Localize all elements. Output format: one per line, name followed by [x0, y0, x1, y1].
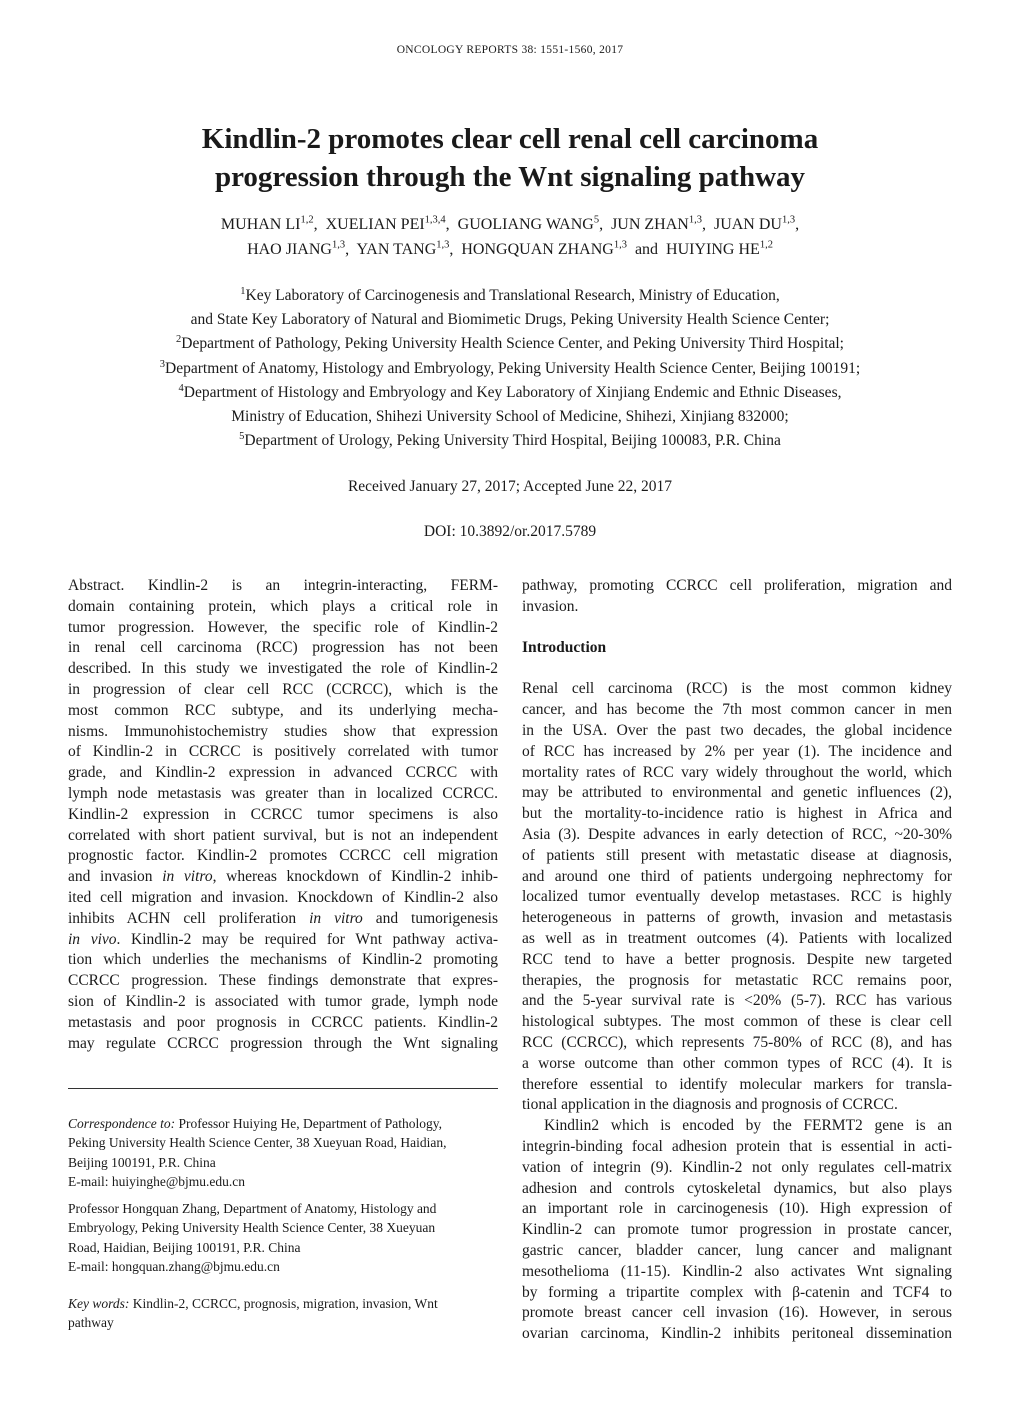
text-line: [522, 1303, 952, 1324]
text-run: correlated with short patient survival, but is not an independent: [68, 826, 498, 844]
author-affil-ref: 1,3: [781, 214, 796, 226]
text-run: a worse outcome than other common types of RCC (4). It is: [522, 1054, 952, 1072]
text-line: [522, 846, 952, 867]
author: [714, 216, 799, 233]
author-line: [60, 237, 960, 262]
text-run: vation of integrin (9). Kindlin-2 not only regulates cell-matrix: [522, 1158, 952, 1176]
author-separator: ,: [599, 216, 612, 233]
text-line: [68, 930, 498, 951]
affiliation-number: 1: [240, 285, 246, 297]
text-run: mortality rates of RCC vary widely throughout the world, which: [522, 763, 952, 781]
text-line: [68, 742, 498, 763]
text-run: in the USA. Over the past two decades, the global incidence: [522, 721, 952, 739]
affiliation-line: [60, 405, 960, 429]
text-run: and tumorigenesis: [362, 909, 499, 927]
text-line: [68, 763, 498, 784]
text-run: nisms. Immunohistochemistry studies show that expression: [68, 722, 498, 740]
affiliation-number: 2: [176, 334, 182, 346]
author-affil-ref: 1,3,4: [424, 214, 446, 226]
author: [611, 216, 714, 233]
author-line: [60, 212, 960, 237]
text-run: in progression of clear cell RCC (CCRCC), which is the: [68, 680, 498, 698]
text-line: [522, 908, 952, 929]
received-dates: Received January 27, 2017; Accepted June 22, 2017: [347, 478, 673, 495]
text-run: and the 5-year survival rate is <20% (5-7). RCC has various: [522, 992, 952, 1010]
text-line: [522, 825, 952, 846]
correspondence-label: Correspondence to:: [68, 1116, 176, 1131]
text-line: [522, 783, 952, 804]
text-line: [68, 638, 498, 659]
text-line: [68, 618, 498, 639]
introduction-paragraph: [522, 1116, 952, 1345]
italic-term: in vitro: [309, 909, 363, 927]
keywords-label: Key words:: [68, 1296, 130, 1311]
author-name: JUN ZHAN: [611, 216, 689, 233]
text-line: [68, 680, 498, 701]
text-run: tumor progression. However, the specific role of Kindlin-2: [68, 618, 498, 636]
keywords: [68, 1294, 498, 1333]
text-line: [68, 826, 498, 847]
correspondence-block-1: [68, 1114, 498, 1191]
text-run: most common RCC subtype, and its underlying mecha-: [68, 701, 498, 719]
text-line: [68, 701, 498, 722]
text-run: metastasis and poor prognosis in CCRCC patients. Kindlin-2: [68, 1013, 498, 1031]
text-line: [522, 887, 952, 908]
author-affil-ref: 1,3: [436, 239, 450, 251]
affiliations: [60, 284, 960, 453]
affiliation-line: [60, 429, 960, 453]
text-line: [68, 1013, 498, 1034]
author-affil-ref: 5: [593, 214, 600, 226]
text-line: [522, 971, 952, 992]
text-line: [522, 1012, 952, 1033]
text-run: inhibits ACHN cell proliferation: [68, 909, 310, 927]
text-run: , whereas knockdown of Kindlin-2 inhib-: [212, 868, 499, 886]
text-line: [68, 659, 498, 680]
text-run: ovarian carcinoma, Kindlin-2 inhibits peritoneal dissemination: [522, 1325, 952, 1343]
text-line: [522, 991, 952, 1012]
text-line: [68, 597, 498, 618]
text-line: [522, 804, 952, 825]
text-line: [68, 805, 498, 826]
keywords-first-line: [68, 1294, 498, 1313]
text-line: [522, 576, 952, 597]
text-run: and invasion: [68, 868, 163, 886]
text-line: [68, 909, 498, 930]
title-line: Kindlin-2 promotes clear cell renal cell carcinoma: [201, 123, 819, 155]
author-name: HUIYING HE: [666, 241, 760, 258]
text-line: [522, 1137, 952, 1158]
abstract-body: [68, 576, 498, 1054]
article-title: [60, 120, 960, 196]
text-run: Kindlin-2 can promote tumor progression in prostate cancer,: [522, 1221, 952, 1239]
introduction-paragraph: [522, 679, 952, 1116]
text-run: gastric cancer, bladder cancer, lung cancer and malignant: [522, 1241, 952, 1259]
abstract-continuation: [522, 576, 952, 618]
author: [247, 241, 356, 258]
text-line: [522, 1283, 952, 1304]
text-line: [68, 950, 498, 971]
text-line: [522, 1054, 952, 1075]
text-line: Abstract. Kindlin-2 is an integrin-interacting, FERM-: [68, 577, 498, 594]
author-name: GUOLIANG WANG: [457, 216, 594, 233]
text-line: [522, 1199, 952, 1220]
text-run: but the mortality-to-incidence ratio is highest in Africa and: [522, 805, 952, 823]
text-line: [68, 992, 498, 1013]
affiliation-text: Key Laboratory of Carcinogenesis and Translational Research, Ministry of Education,: [245, 287, 780, 304]
correspondence-email: E-mail: huiyinghe@bjmu.edu.cn: [68, 1173, 246, 1189]
author-name: JUAN DU: [713, 216, 782, 233]
correspondence-line: Embryology, Peking University Health Science Center, 38 Xueyuan: [68, 1220, 436, 1236]
text-line: [68, 867, 498, 888]
affiliation-text: Ministry of Education, Shihezi University School of Medicine, Shihezi, Xinjiang 832000;: [231, 408, 789, 426]
text-line: [522, 597, 952, 618]
italic-term: in vitro: [162, 868, 213, 886]
author-affil-ref: 1,3: [688, 214, 702, 226]
correspondence-first-line: [68, 1114, 498, 1133]
text-line: [522, 1116, 952, 1137]
text-run: therefore essential to identify molecular markers for transla-: [522, 1075, 952, 1093]
affiliation-number: 4: [178, 382, 184, 394]
affiliation-line: [60, 284, 960, 308]
correspondence-line: Peking University Health Science Center, 38 Xueyuan Road, Haidian,: [68, 1135, 447, 1151]
correspondence-line: Road, Haidian, Beijing 100191, P.R. China: [68, 1239, 301, 1255]
text-run: ited cell migration and invasion. Knockdown of Kindlin-2 also: [68, 888, 498, 906]
text-line: [522, 1179, 952, 1200]
text-line: [68, 784, 498, 805]
text-run: lymph node metastasis was greater than in localized CCRCC.: [68, 784, 498, 802]
text-run: heterogeneous in patterns of growth, invasion and metastasis: [522, 909, 952, 927]
text-run: of RCC has increased by 2% per year (1). The incidence and: [522, 742, 952, 760]
text-run: Kindlin-2 is an integrin-interacting, FERM-: [124, 577, 498, 594]
running-head: ONCOLOGY REPORTS 38: 1551-1560, 2017: [396, 44, 624, 56]
author-separator: ,: [345, 241, 357, 258]
text-run: pathway, promoting CCRCC cell proliferation, migration and: [522, 577, 952, 594]
text-run: by forming a tripartite complex with β-catenin and TCF4 to: [522, 1283, 952, 1301]
right-column: [522, 576, 952, 1345]
italic-term: in vivo: [68, 930, 117, 948]
introduction-heading: Introduction: [522, 639, 607, 657]
affiliation-line: [60, 381, 960, 405]
text-run: domain containing protein, which plays a critical role in: [68, 597, 498, 615]
text-run: Kindlin2 which is encoded by the FERMT2 gene is an: [544, 1117, 952, 1135]
title-line: progression through the Wnt signaling pathway: [214, 161, 806, 193]
footnote-divider: [68, 1088, 498, 1089]
text-run: Asia (3). Despite advances in early detection of RCC, ~20-30%: [522, 825, 952, 843]
author-affil-ref: 1,2: [759, 239, 773, 251]
author: [356, 241, 461, 258]
text-run: adhesion and controls cytoskeletal dynamics, but also plays: [522, 1179, 952, 1197]
text-line: [522, 867, 952, 888]
text-run: grade, and Kindlin-2 expression in advanced CCRCC with: [68, 764, 498, 782]
affiliation-line: [60, 357, 960, 381]
text-line: [522, 1095, 952, 1116]
author-affil-ref: 1,2: [300, 214, 314, 226]
text-run: sion of Kindlin-2 is associated with tumor grade, lymph node: [68, 992, 498, 1010]
text-run: tional application in the diagnosis and prognosis of CCRCC.: [522, 1096, 898, 1114]
author-name: XUELIAN PEI: [325, 216, 425, 233]
affiliation-text: Department of Urology, Peking University Third Hospital, Beijing 100083, P.R. China: [244, 432, 781, 450]
text-line: [522, 763, 952, 784]
text-line: [522, 721, 952, 742]
text-run: RCC tend to have a better prognosis. Despite new targeted: [522, 950, 952, 968]
text-line: [522, 1158, 952, 1179]
text-line: [522, 742, 952, 763]
text-line: [522, 950, 952, 971]
author-affil-ref: 1,3: [331, 239, 346, 251]
text-run: CCRCC progression. These findings demonstrate that expres-: [68, 972, 498, 990]
text-run: and around one third of patients undergoing nephrectomy for: [522, 867, 952, 885]
affiliation-text: Department of Histology and Embryology and Key Laboratory of Xinjiang Endemic and Ethnic Diseases,: [183, 383, 842, 401]
text-line: [522, 1262, 952, 1283]
affiliation-line: [60, 308, 960, 332]
author: [221, 216, 326, 233]
text-run: invasion.: [522, 597, 579, 615]
affiliation-number: 3: [159, 358, 166, 370]
text-run: may regulate CCRCC progression through the Wnt signaling: [68, 1034, 498, 1052]
text-line: [68, 1034, 498, 1055]
affiliation-text: and State Key Laboratory of Natural and Biomimetic Drugs, Peking University Health Science Center;: [190, 311, 830, 329]
affiliation-text: Department of Pathology, Peking University Health Science Center, and Peking University Third Hospital;: [181, 335, 844, 353]
correspondence-line: Professor Hongquan Zhang, Department of Anatomy, Histology and: [68, 1201, 437, 1216]
keywords-line: pathway: [68, 1315, 114, 1331]
text-line: [68, 722, 498, 743]
text-line: [68, 888, 498, 909]
doi: DOI: 10.3892/or.2017.5789: [423, 523, 597, 540]
text-line: [522, 1075, 952, 1096]
text-line: [522, 1241, 952, 1262]
text-run: RCC (CCRCC), which represents 75-80% of RCC (8), and has: [522, 1033, 952, 1051]
text-run: histological subtypes. The most common of these is clear cell: [522, 1013, 952, 1031]
text-run: prognostic factor. Kindlin-2 promotes CCRCC cell migration: [68, 847, 498, 865]
text-run: an important role in carcinogenesis (10). High expression of: [522, 1200, 952, 1218]
correspondence-block-2: [68, 1199, 498, 1276]
author-name: MUHAN LI: [220, 216, 301, 233]
text-line: [522, 929, 952, 950]
text-line: [68, 846, 498, 867]
text-line: [522, 1033, 952, 1054]
author-affil-ref: 1,3: [613, 239, 627, 251]
affiliation-line: [60, 332, 960, 356]
text-line: [522, 700, 952, 721]
author-separator: ,: [795, 216, 800, 233]
text-line: [522, 1220, 952, 1241]
author: [666, 241, 773, 258]
author-separator: ,: [445, 216, 458, 233]
text-run: Renal cell carcinoma (RCC) is the most common kidney: [522, 680, 952, 698]
keywords-text: Kindlin-2, CCRCC, prognosis, migration, invasion, Wnt: [129, 1296, 438, 1311]
text-line: [522, 1324, 952, 1345]
author-name: HAO JIANG: [247, 241, 332, 258]
text-run: tion which underlies the mechanisms of Kindlin-2 promoting: [68, 951, 498, 969]
affiliation-number: 5: [239, 431, 245, 443]
text-line: [522, 679, 952, 700]
author-separator: and: [626, 241, 667, 258]
affiliation-text: Department of Anatomy, Histology and Embryology, Peking University Health Science Center, Beijing 100191;: [165, 359, 861, 377]
correspondence-email: E-mail: hongquan.zhang@bjmu.edu.cn: [68, 1258, 280, 1274]
author: [458, 216, 611, 233]
text-run: integrin-binding focal adhesion protein that is essential in acti-: [522, 1137, 952, 1155]
text-run: . Kindlin-2 may be required for Wnt pathway activa-: [116, 930, 498, 948]
text-run: may be attributed to environmental and genetic influences (2),: [522, 784, 952, 802]
text-run: in renal cell carcinoma (RCC) progression has not been: [68, 639, 498, 657]
text-run: Kindlin-2 expression in CCRCC tumor specimens is also: [68, 805, 498, 823]
author-name: HONGQUAN ZHANG: [461, 241, 614, 258]
text-run: described. In this study we investigated the role of Kindlin-2: [68, 660, 498, 678]
author: [461, 241, 666, 258]
author-separator: ,: [313, 216, 326, 233]
correspondence-text: Professor Huiying He, Department of Pathology,: [175, 1116, 442, 1131]
author: [326, 216, 458, 233]
text-run: cancer, and has become the 7th most common cancer in men: [522, 701, 952, 719]
text-run: mesothelioma (11-15). Kindlin-2 also activates Wnt signaling: [522, 1262, 952, 1280]
author-separator: ,: [449, 241, 462, 258]
correspondence-line: Beijing 100191, P.R. China: [68, 1154, 216, 1170]
text-run: of patients still present with metastatic disease at diagnosis,: [522, 846, 952, 864]
text-run: of Kindlin-2 in CCRCC is positively correlated with tumor: [68, 743, 498, 761]
text-run: therapies, the prognosis for metastatic RCC remains poor,: [522, 971, 952, 989]
author-list: [60, 212, 960, 262]
text-line: [68, 971, 498, 992]
text-run: localized tumor eventually develop metastases. RCC is highly: [522, 888, 952, 906]
abstract: [68, 576, 498, 1054]
text-run: as well as in treatment outcomes (4). Patients with localized: [522, 929, 952, 947]
author-name: YAN TANG: [356, 241, 437, 258]
author-separator: ,: [701, 216, 714, 233]
text-run: promote breast cancer cell invasion (16). However, in serous: [522, 1304, 952, 1322]
